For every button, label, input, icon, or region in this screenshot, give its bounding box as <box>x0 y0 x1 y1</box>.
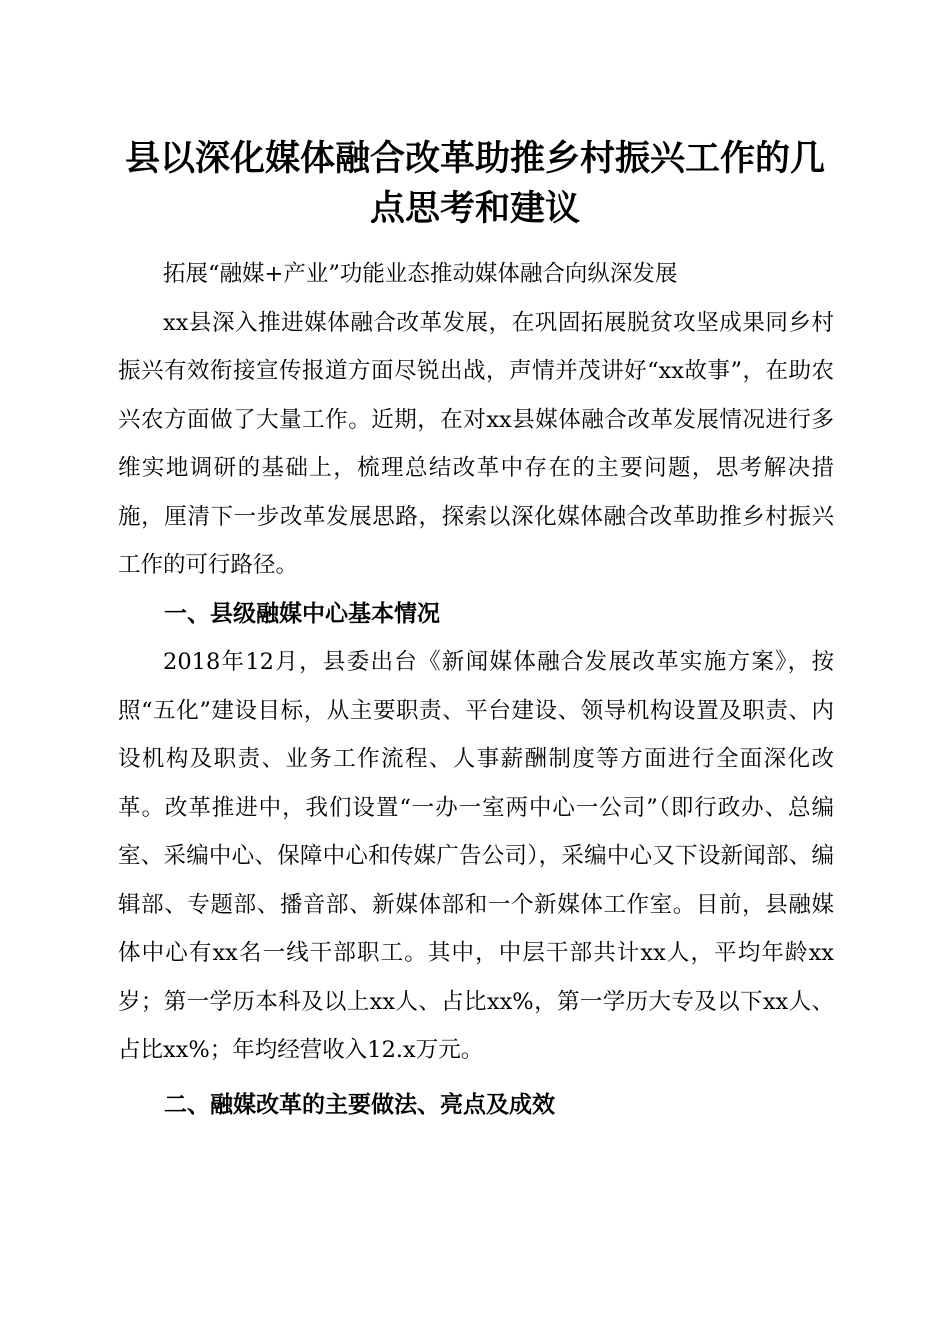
document-title-line-1: 县以深化媒体融合改革助推乡村振兴工作的几 <box>124 138 825 179</box>
section-2-heading: 二、融媒改革的主要做法、亮点及成效 <box>164 1091 555 1118</box>
subtitle-paragraph: 拓展“融媒+产业”功能业态推动媒体融合向纵深发展 <box>163 261 678 287</box>
intro-paragraph: xx县深入推进媒体融合改革发展，在巩固拓展脱贫攻坚成果同乡村振兴有效衔接宣传报道方面尽锐出战，声情并茂讲好“xx故事”，在助农兴农方面做了大量工作。近期，在对xx县媒体融合改革发展情况进行多维实地调研的基础上，梳理总结改革中存在的主要问题，思考解决措施，厘清下一步改革发展思路，探索以深化媒体融合改革助推乡村振兴工作的可行路径。 <box>118 309 834 578</box>
document-title-line-2: 点思考和建议 <box>369 188 580 229</box>
document-title <box>110 134 840 234</box>
section-1-paragraph: 2018年12月，县委出台《新闻媒体融合发展改革实施方案》，按照“五化”建设目标，从主要职责、平台建设、领导机构设置及职责、内设机构及职责、业务工作流程、人事薪酬制度等方面进行全面深化改革。改革推进中，我们设置“一办一室两中心一公司”（即行政办、总编室、采编中心、保障中心和传媒广告公司），采编中心又下设新闻部、编辑部、专题部、播音部、新媒体部和一个新媒体工作室。目前，县融媒体中心有xx名一线干部职工。其中，中层干部共计xx人，平均年龄xx岁；第一学历本科及以上xx人、占比xx%，第一学历大专及以下xx人、占比xx%；年均经营收入12.x万元。 <box>118 649 834 1063</box>
document-body <box>118 250 834 1129</box>
section-1-heading: 一、县级融媒中心基本情况 <box>164 600 440 627</box>
